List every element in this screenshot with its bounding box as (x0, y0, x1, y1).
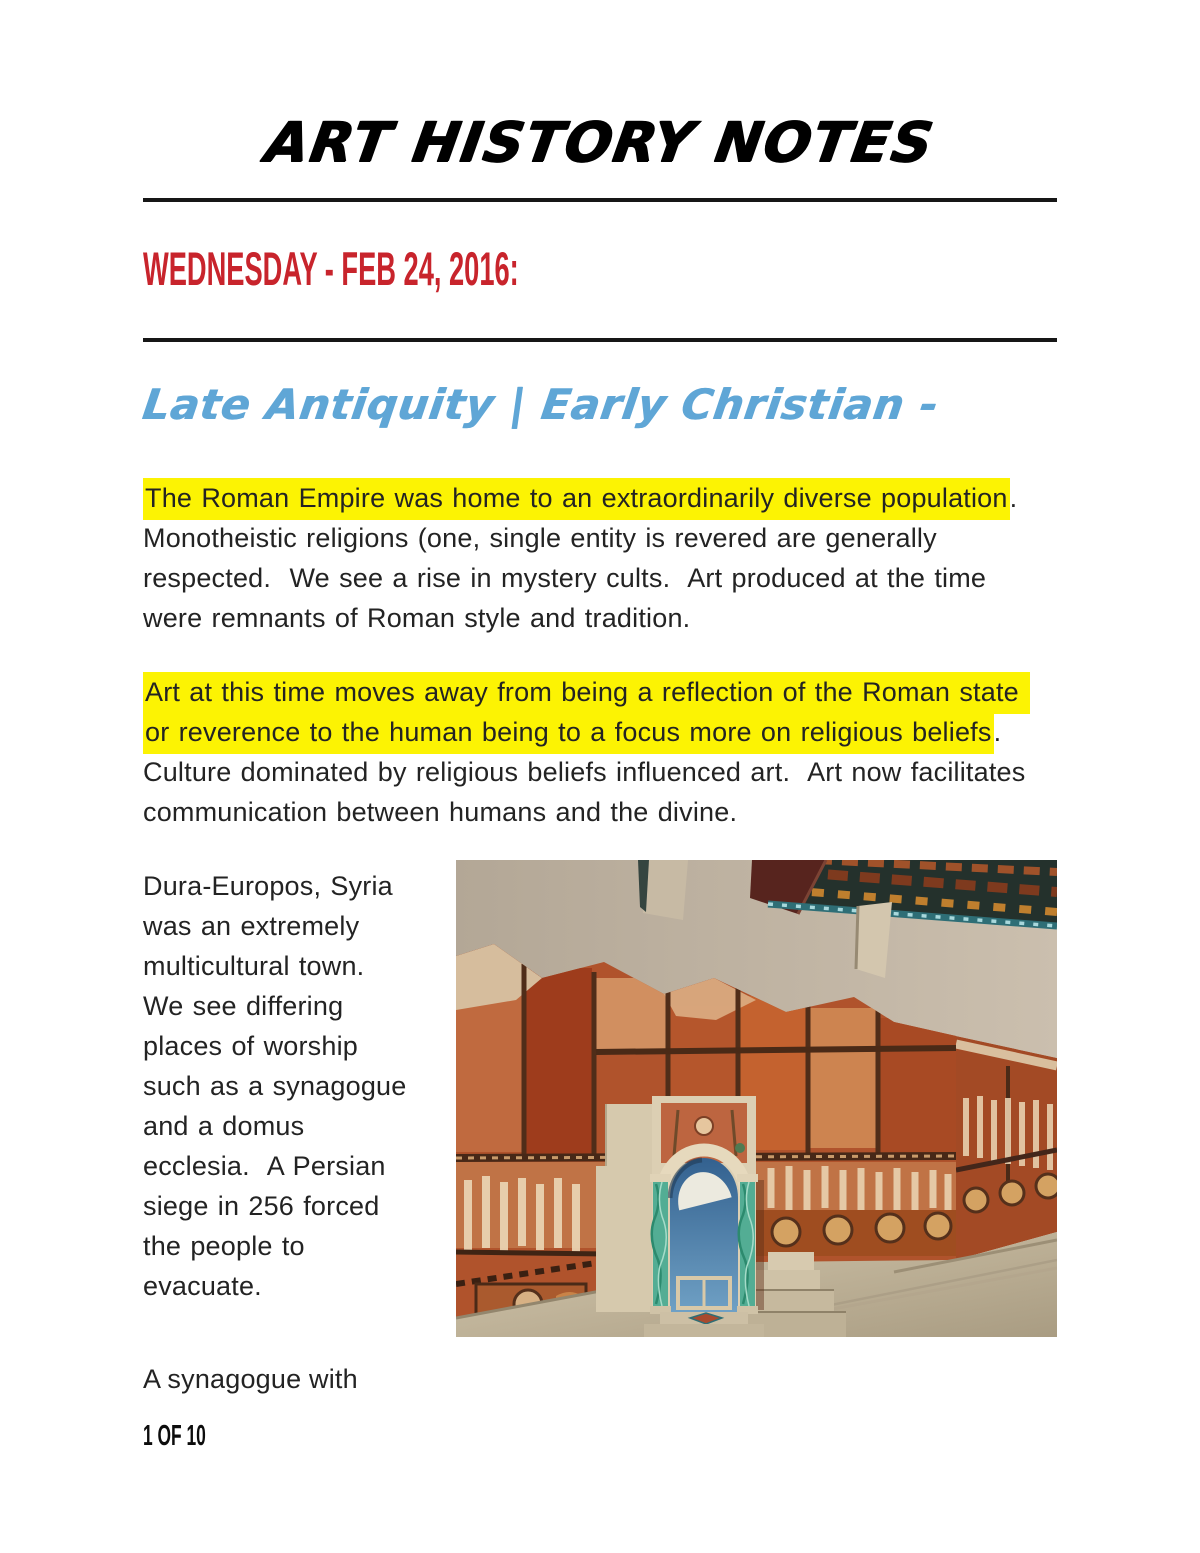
page-number: 1 OF 10 (143, 1420, 206, 1452)
page-title-row (143, 110, 1057, 174)
section-heading: Late Antiquity | Early Christian - (139, 380, 942, 429)
divider-top (143, 198, 1057, 202)
paragraph-dura-europos: Dura-Europos, Syria was an extremely multicultural town. We see differing places of worship such as a synagogue and a domus ecclesia. A Persian siege in 256 forced the people to evacuate. (143, 871, 416, 1301)
paragraph-text: . Culture dominated by religious beliefs influenced art. Art now facilitates communication between humans and the divine. (143, 717, 1035, 827)
date-heading: WEDNESDAY - FEB 24, 2016: (143, 242, 519, 295)
notes-page (139, 0, 1057, 1452)
highlighted-text: Art at this time moves away from being a reflection of the Roman state or reverence to the human being to a focus more on religious beliefs (143, 672, 1030, 754)
page-title: ART HISTORY NOTES (261, 110, 939, 174)
paragraph-synagogue: A synagogue with (143, 1364, 358, 1394)
paragraph-roman-empire (143, 478, 1036, 638)
highlighted-text: The Roman Empire was home to an extraordinarily diverse population (143, 478, 1010, 520)
text-image-section (143, 860, 1057, 1337)
paragraph-art-moves (143, 672, 1035, 832)
section-heading-row (139, 380, 1057, 438)
dura-europos-photo (456, 860, 1057, 1337)
divider-under-date (143, 338, 1057, 342)
paragraph-text: . Monotheistic religions (one, single entity is revered are generally respected. We see a rise in mystery cults. Art produced at the time were remnants of Roman style and tradition. (143, 483, 1036, 633)
